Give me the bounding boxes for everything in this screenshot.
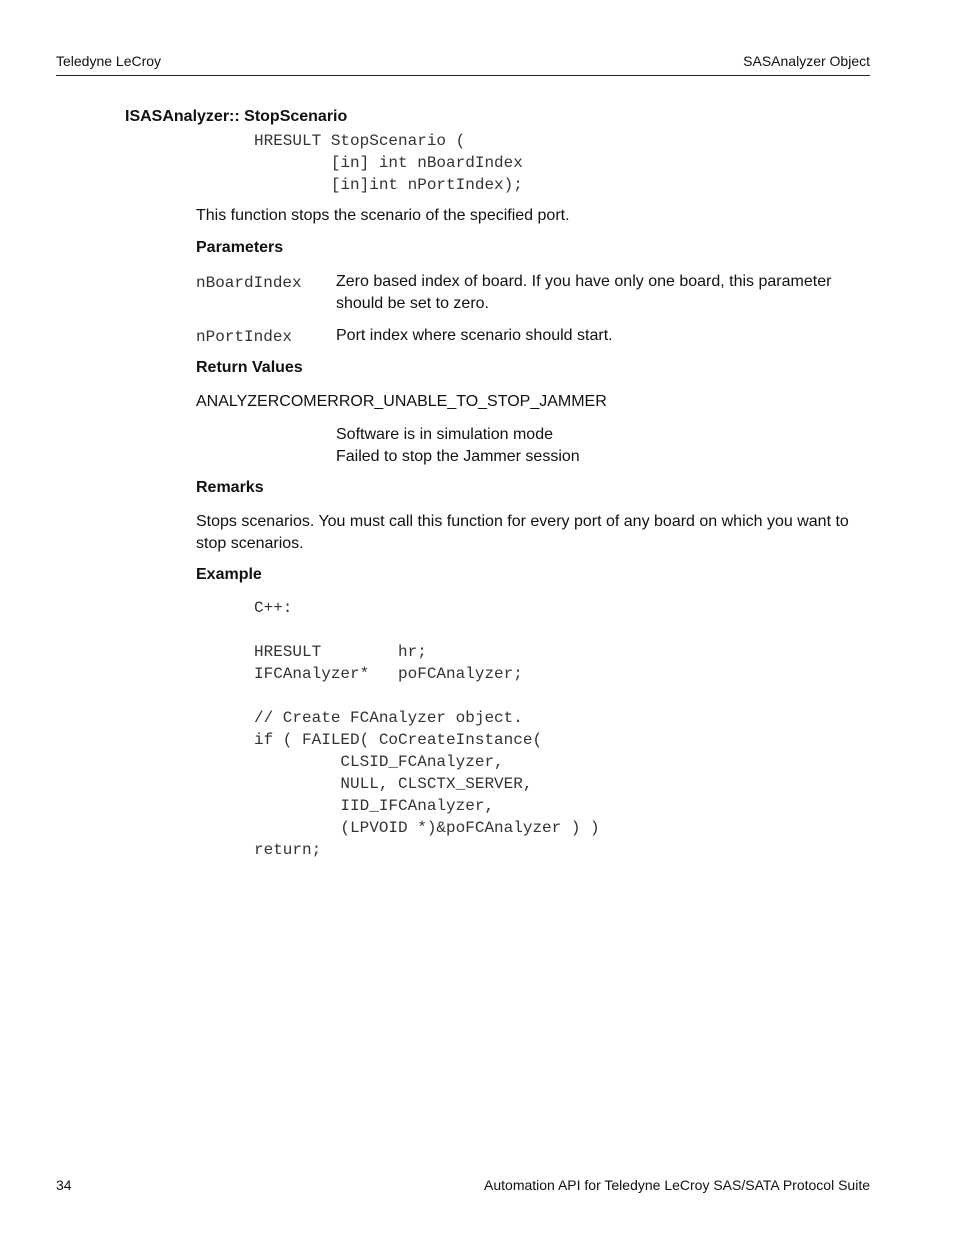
header-company: Teledyne LeCroy <box>56 53 162 69</box>
param-description: Zero based index of board. If you have only one board, this parameter should be set to zero. <box>336 273 832 312</box>
param-name: nBoardIndex <box>196 274 302 292</box>
remarks-heading: Remarks <box>196 479 264 496</box>
return-line: Software is in simulation mode <box>336 426 553 443</box>
function-title: ISASAnalyzer:: StopScenario <box>125 108 348 125</box>
param-name: nPortIndex <box>196 328 293 346</box>
example-code: C++: HRESULT hr; IFCAnalyzer* poFCAnalyzer; // Create FCAnalyzer object. if ( FAILED( CoCreateInstance( CLSID_FCAnalyzer, NULL, CLSCTX_SERVER, IID_IFCAnalyzer, (LPVOID *)&poFCAnalyzer ) ) return; <box>254 599 600 859</box>
parameters-heading: Parameters <box>196 239 284 256</box>
remarks-text: Stops scenarios. You must call this function for every port of any board on which you want to stop scenarios. <box>196 513 849 552</box>
page-number: 34 <box>56 1177 72 1193</box>
function-signature: HRESULT StopScenario ( [in] int nBoardIndex [in]int nPortIndex); <box>254 132 523 194</box>
param-description: Port index where scenario should start. <box>336 327 613 344</box>
return-values-heading: Return Values <box>196 359 303 376</box>
page-header <box>56 53 870 76</box>
function-description: This function stops the scenario of the specified port. <box>196 207 570 224</box>
header-section: SASAnalyzer Object <box>743 53 870 69</box>
footer-title: Automation API for Teledyne LeCroy SAS/SATA Protocol Suite <box>484 1177 870 1193</box>
return-code: ANALYZERCOMERROR_UNABLE_TO_STOP_JAMMER <box>196 393 607 410</box>
return-line: Failed to stop the Jammer session <box>336 448 580 465</box>
example-heading: Example <box>196 566 262 583</box>
return-explanation <box>336 424 870 468</box>
